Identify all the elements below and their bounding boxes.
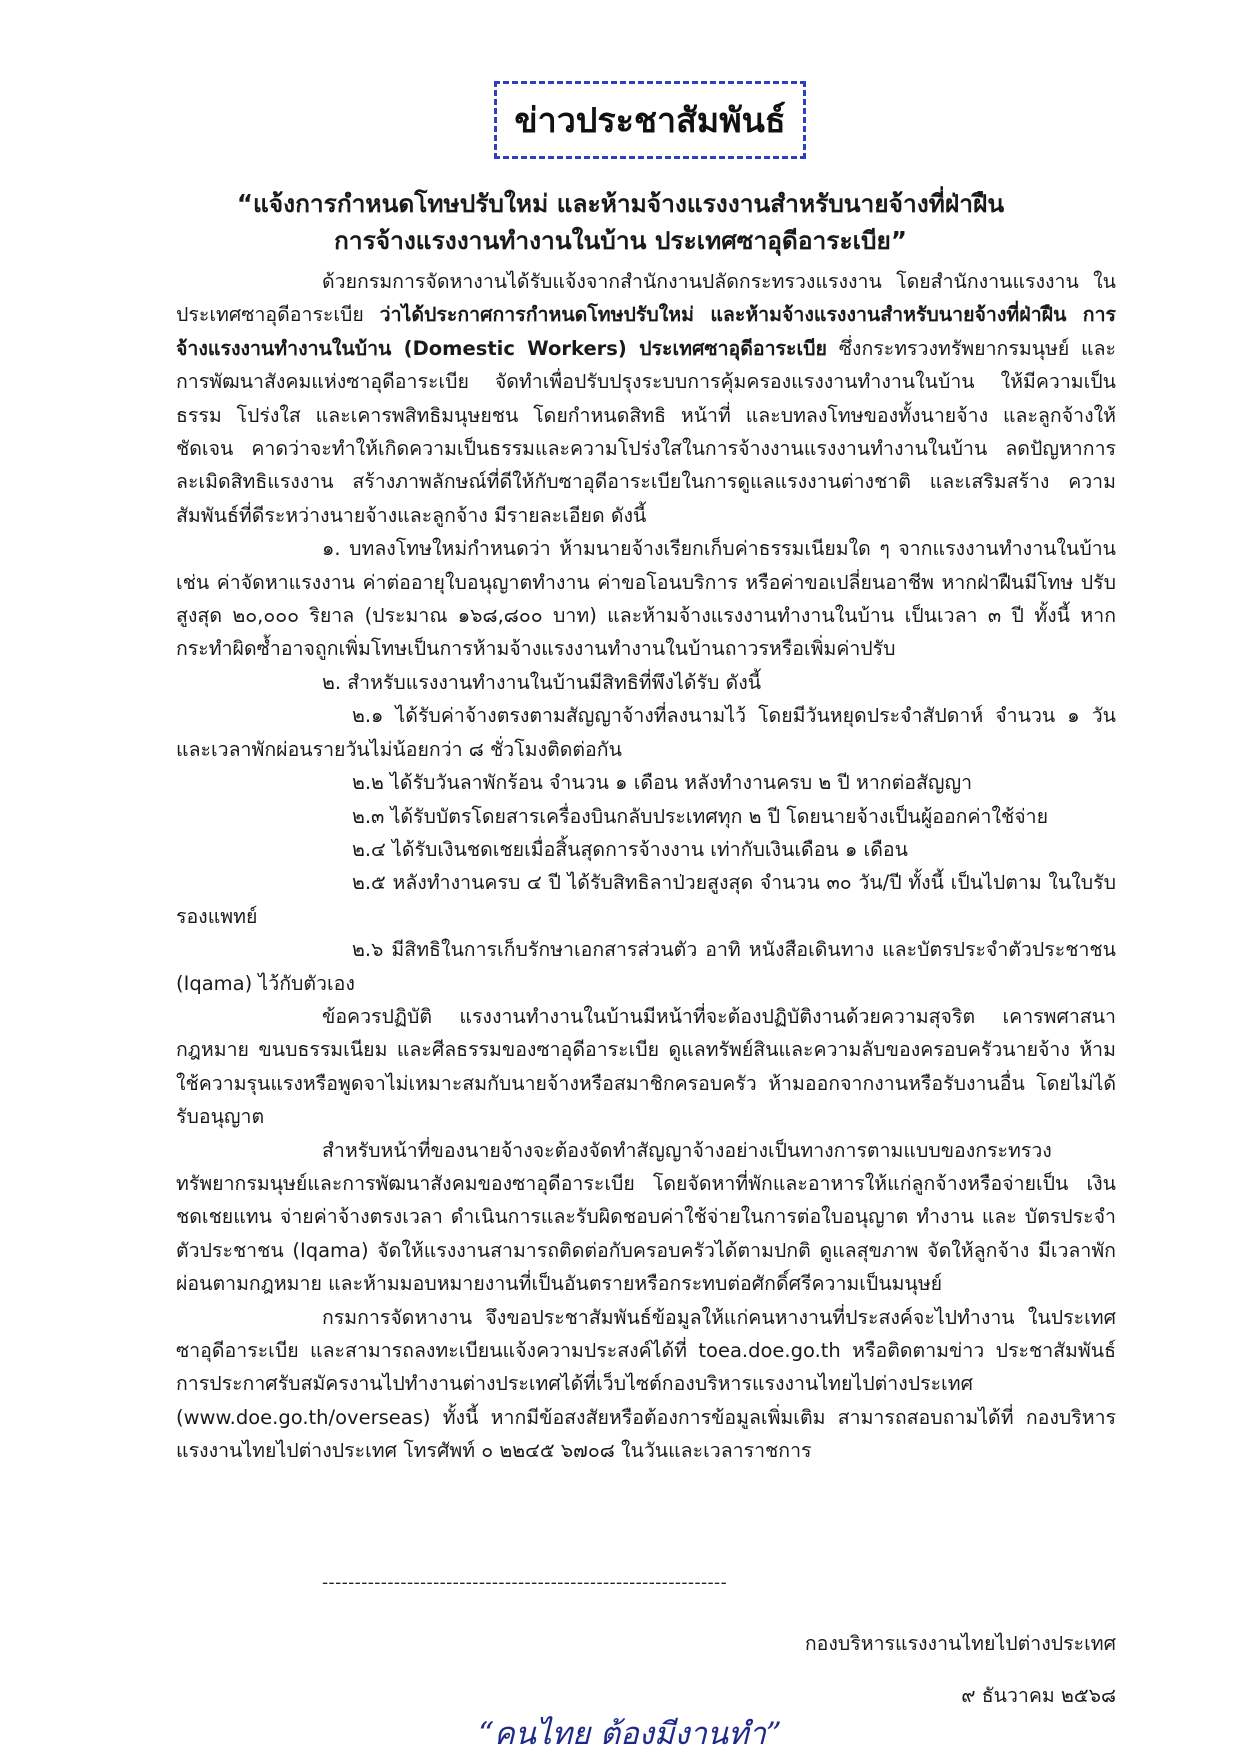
sub-item-2-3: ๒.๓ ได้รับบัตรโดยสารเครื่องบินกลับประเทศทุก ๒ ปี โดยนายจ้างเป็นผู้ออกค่าใช้จ่าย	[352, 804, 1049, 828]
signoff-office: กองบริหารแรงงานไทยไปต่างประเทศ	[804, 1632, 1116, 1655]
signoff	[716, 1618, 1116, 1722]
employer-paragraph: สำหรับหน้าที่ของนายจ้างจะต้องจัดทำสัญญาจ้างอย่างเป็นทางการตามแบบของกระทรวง ทรัพยากรมนุษย์และการพัฒนาสังคมของซาอุดีอาระเบีย โดยจัดหาที่พักและอาหารให้แก่ลูกจ้างหรือจ่ายเป็น เงินชดเชยแทน จ่ายค่าจ้างตรงเวลา ดำเนินการและรับผิดชอบค่าใช้จ่ายในการต่อใบอนุญาต ทำงาน และ บัตรประจำตัวประชาชน (Iqama) จัดให้แรงงานสามารถติดต่อกับครอบครัวได้ตามปกติ ดูแลสุขภาพ จัดให้ลูกจ้าง มีเวลาพักผ่อนตามกฎหมาย และห้ามมอบหมายงานที่เป็นอันตรายหรือกระทบต่อศักดิ์ศรีความเป็นมนุษย์	[176, 1138, 1116, 1296]
duties-paragraph: ข้อควรปฏิบัติ แรงงานทำงานในบ้านมีหน้าที่จะต้องปฏิบัติงานด้วยความสุจริต เคารพศาสนา กฎหมาย ขนบธรรมเนียม และศีลธรรมของซาอุดีอาระเบีย ดูแลทรัพย์สินและความลับของครอบครัวนายจ้าง ห้ามใช้ความรุนแรงหรือพูดจาไม่เหมาะสมกับนายจ้างหรือสมาชิกครอบครัว ห้ามออกจากงานหรือรับงานอื่น โดยไม่ได้รับอนุญาต	[176, 1004, 1116, 1129]
title-line-1: “แจ้งการกำหนดโทษปรับใหม่ และห้ามจ้างแรงงานสำหรับนายจ้างที่ฝ่าฝืน	[236, 189, 1005, 218]
slogan: “คนไทย ต้องมีงานทำ”	[478, 1716, 782, 1752]
point-2-heading: ๒. สำหรับแรงงานทำงานในบ้านมีสิทธิที่พึงได้รับ ดังนี้	[322, 670, 762, 694]
intro-text-2: ซึ่งกระทรวงทรัพยากรมนุษย์ และการพัฒนาสังคมแห่งซาอุดีอาระเบีย จัดทำเพื่อปรับปรุงระบบการคุ้มครองแรงงานทำงานในบ้าน ให้มีความเป็นธรรม โปร่งใส และเคารพสิทธิมนุษยชน โดยกำหนดสิทธิ หน้าที่ และบทลงโทษของทั้งนายจ้าง และลูกจ้างให้ชัดเจน คาดว่าจะทำให้เกิดความเป็นธรรมและความโปร่งใสในการจ้างงานแรงงานทำงานในบ้าน ลดปัญหาการละเมิดสิทธิแรงงาน สร้างภาพลักษณ์ที่ดีให้กับซาอุดีอาระเบียในการดูแลแรงงานต่างชาติ และเสริมสร้าง ความสัมพันธ์ที่ดีระหว่างนายจ้างและลูกจ้าง มีรายละเอียด ดังนี้	[176, 336, 1117, 527]
page-title	[150, 185, 1091, 259]
title-line-2: การจ้างแรงงานทำงานในบ้าน ประเทศซาอุดีอาระเบีย”	[333, 226, 907, 255]
closing-paragraph: กรมการจัดหางาน จึงขอประชาสัมพันธ์ข้อมูลให้แก่คนหางานที่ประสงค์จะไปทำงาน ในประเทศซาอุดีอาระเบีย และสามารถลงทะเบียนแจ้งความประสงค์ได้ที่ toea.doe.go.th หรือติดตามข่าว ประชาสัมพันธ์การประกาศรับสมัครงานไปทำงานต่างประเทศได้ที่เว็บไซต์กองบริหารแรงงานไทยไปต่างประเทศ (www.doe.go.th/overseas) ทั้งนี้ หากมีข้อสงสัยหรือต้องการข้อมูลเพิ่มเติม สามารถสอบถามได้ที่ กองบริหารแรงงานไทยไปต่างประเทศ โทรศัพท์ ๐ ๒๒๔๕ ๖๗๐๘ ในวันและเวลาราชการ	[176, 1305, 1116, 1463]
sub-item-2-2: ๒.๒ ได้รับวันลาพักร้อน จำนวน ๑ เดือน หลังทำงานครบ ๒ ปี หากต่อสัญญา	[352, 771, 973, 795]
sub-item-2-6: ๒.๖ มีสิทธิในการเก็บรักษาเอกสารส่วนตัว อาทิ หนังสือเดินทาง และบัตรประจำตัวประชาชน (Iqama) ไว้กับตัวเอง	[176, 938, 1116, 995]
signoff-date: ๙ ธันวาคม ๒๕๖๘	[961, 1684, 1116, 1707]
intro-paragraph	[176, 265, 1116, 532]
intro-bold-text: ว่าได้ประกาศการกำหนดโทษปรับใหม่ และห้ามจ้างแรงงานสำหรับนายจ้างที่ฝ่าฝืน การจ้างแรงงานทำงานในบ้าน (Domestic Workers) ประเทศซาอุดีอาระเบีย	[176, 303, 1117, 360]
intro-text-1: ด้วยกรมการจัดหางานได้รับแจ้งจากสำนักงานปลัดกระทรวงแรงงาน โดยสำนักงานแรงงาน ในประเทศซาอุดีอาระเบีย	[176, 270, 1116, 327]
document-body	[176, 265, 1116, 1468]
separator-line: --------------------------------------------------------------	[322, 1573, 728, 1593]
sub-item-2-4: ๒.๔ ได้รับเงินชดเชยเมื่อสิ้นสุดการจ้างงาน เท่ากับเงินเดือน ๑ เดือน	[352, 837, 908, 861]
sub-item-2-5: ๒.๕ หลังทำงานครบ ๔ ปี ได้รับสิทธิลาป่วยสูงสุด จำนวน ๓๐ วัน/ปี ทั้งนี้ เป็นไปตาม ในใบรับรองแพทย์	[176, 871, 1116, 928]
header-label: ข่าวประชาสัมพันธ์	[514, 101, 786, 141]
header-box	[494, 81, 806, 159]
point-1-paragraph: ๑. บทลงโทษใหม่กำหนดว่า ห้ามนายจ้างเรียกเก็บค่าธรรมเนียมใด ๆ จากแรงงานทำงานในบ้าน เช่น ค่าจัดหาแรงงาน ค่าต่ออายุใบอนุญาตทำงาน ค่าขอโอนบริการ หรือค่าขอเปลี่ยนอาชีพ หากฝ่าฝืนมีโทษ ปรับสูงสุด ๒๐,๐๐๐ ริยาล (ประมาณ ๑๖๘,๘๐๐ บาท) และห้ามจ้างแรงงานทำงานในบ้าน เป็นเวลา ๓ ปี ทั้งนี้ หากกระทำผิดซ้ำอาจถูกเพิ่มโทษเป็นการห้ามจ้างแรงงานทำงานในบ้านถาวรหรือเพิ่มค่าปรับ	[176, 537, 1116, 661]
sub-item-2-1: ๒.๑ ได้รับค่าจ้างตรงตามสัญญาจ้างที่ลงนามไว้ โดยมีวันหยุดประจำสัปดาห์ จำนวน ๑ วัน และเวลาพักผ่อนรายวันไม่น้อยกว่า ๘ ชั่วโมงติดต่อกัน	[176, 704, 1116, 761]
